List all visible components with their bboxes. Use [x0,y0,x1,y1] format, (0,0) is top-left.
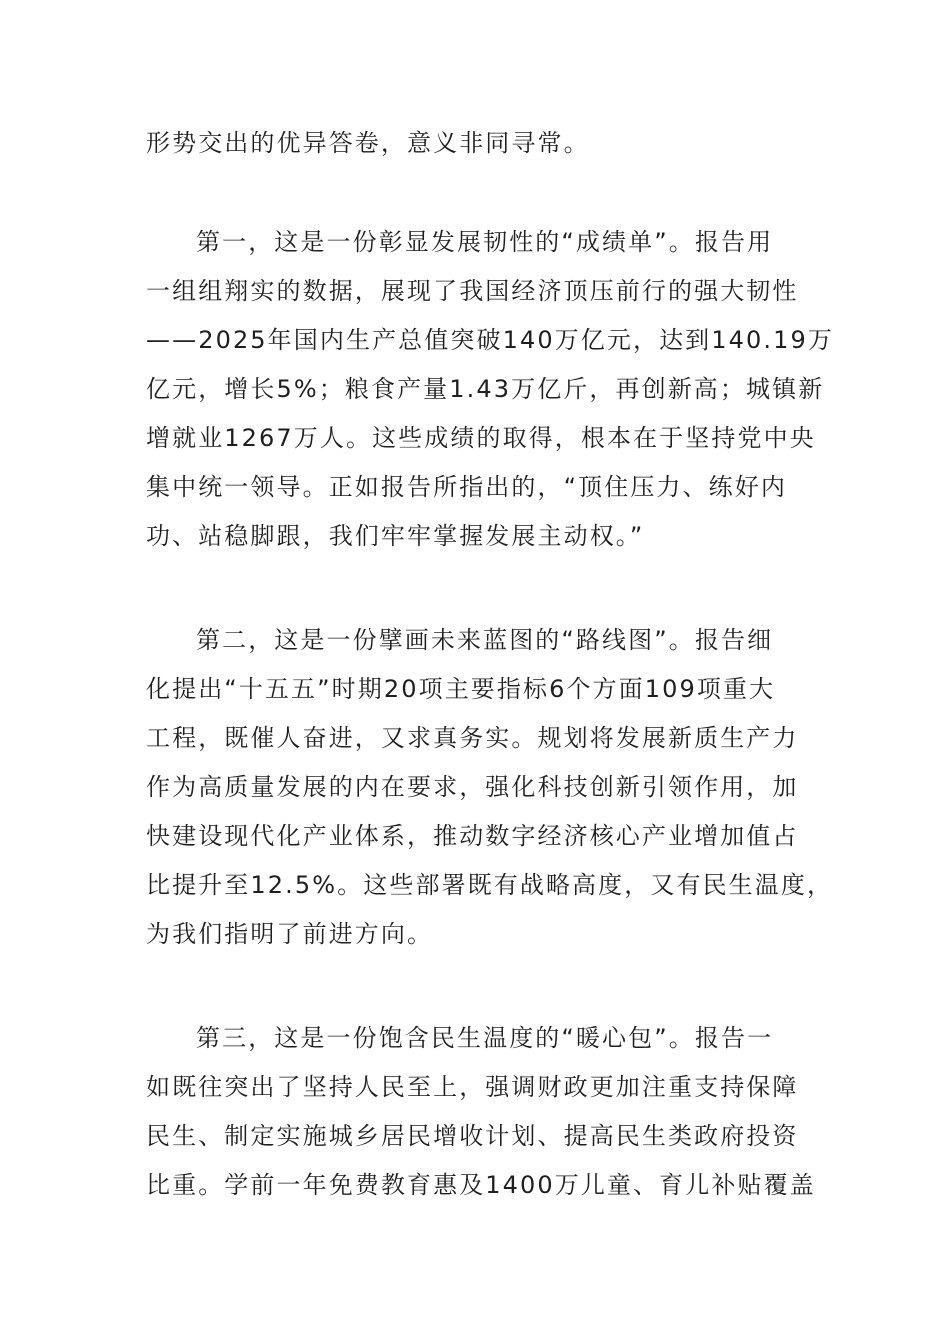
text-line-1: 形势交出的优异答卷，意义非同寻常。 [146,129,590,157]
text-line-3: 一组组翔实的数据，展现了我国经济顶压前行的强大韧性 [146,277,799,305]
paragraph-3-heading-line: 第三，这是一份饱含民生温度的“暖心包”。报告一 [196,1024,774,1052]
text-line-12: 作为高质量发展的内在要求，强化科技创新引领作用，加 [146,773,799,801]
text-line-18: 民生、制定实施城乡居民增收计划、提高民生类政府投资 [146,1122,799,1150]
text-line-15: 为我们指明了前进方向。 [146,920,434,948]
text-line-10: 化提出“十五五”时期20项主要指标6个方面109项重大 [146,675,776,703]
text-line-14: 比提升至12.5%。这些部署既有战略高度，又有民生温度， [146,871,834,899]
text-line-6: 增就业1267万人。这些成绩的取得，根本在于坚持党中央 [146,424,816,452]
paragraph-2-heading-line: 第二，这是一份擘画未来蓝图的“路线图”。报告细 [196,626,774,654]
text-line-5: 亿元，增长5%；粮食产量1.43万亿斤，再创新高；城镇新 [146,375,825,403]
text-line-11: 工程，既催人奋进，又求真务实。规划将发展新质生产力 [146,724,799,752]
text-line-19: 比重。学前一年免费教育惠及1400万儿童、育儿补贴覆盖 [146,1171,816,1199]
text-line-4: ——2025年国内生产总值突破140万亿元，达到140.19万 [146,326,834,354]
text-line-17: 如既往突出了坚持人民至上，强调财政更加注重支持保障 [146,1073,799,1101]
text-line-7: 集中统一领导。正如报告所指出的，“顶住压力、练好内 [146,473,787,501]
paragraph-1-heading-line: 第一，这是一份彰显发展韧性的“成绩单”。报告用 [196,228,774,256]
text-line-8: 功、站稳脚跟，我们牢牢掌握发展主动权。” [146,522,645,550]
text-line-13: 快建设现代化产业体系，推动数字经济核心产业增加值占 [146,822,799,850]
